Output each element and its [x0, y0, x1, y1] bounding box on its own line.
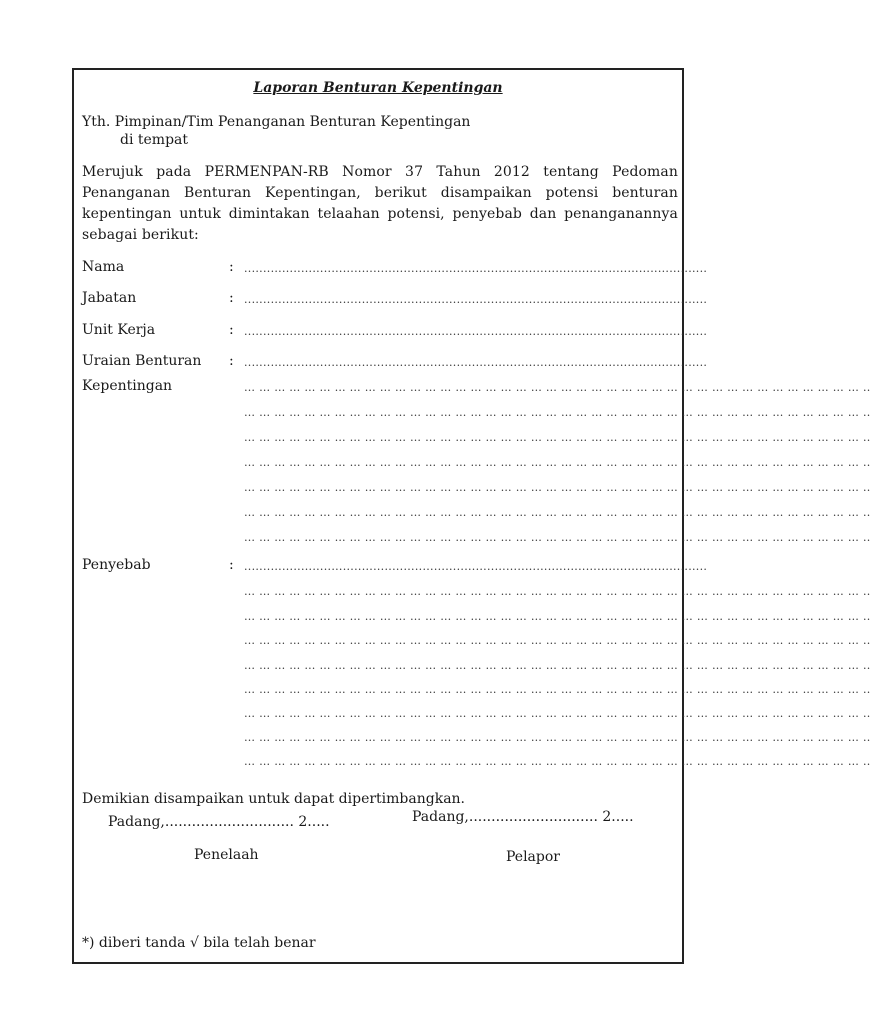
jabatan-field[interactable]: ..........................................................................................................................: [244, 293, 708, 306]
penyebab-field-line[interactable]: … … … … … … … … … … … … … … … … … … … … … … … … … … … … … … … … … … … … … … … … … ..: [244, 585, 871, 598]
unit-kerja-colon: :: [229, 322, 234, 338]
uraian-label-line1: Uraian Benturan: [82, 353, 202, 369]
place-date-right[interactable]: Padang,............................. 2.....: [412, 809, 634, 825]
pelapor-signature-label: Pelapor: [506, 849, 560, 865]
addressee-line: Yth. Pimpinan/Tim Penanganan Benturan Kepentingan: [82, 114, 471, 130]
penyebab-field-line[interactable]: … … … … … … … … … … … … … … … … … … … … … … … … … … … … … … … … … … … … … … … … … ..: [244, 731, 871, 744]
uraian-field-line[interactable]: … … … … … … … … … … … … … … … … … … … … … … … … … … … … … … … … … … … … … … … … … ..: [244, 531, 871, 544]
uraian-field-line[interactable]: … … … … … … … … … … … … … … … … … … … … … … … … … … … … … … … … … … … … … … … … … ..: [244, 381, 871, 394]
uraian-colon: :: [229, 353, 234, 369]
uraian-field-line[interactable]: … … … … … … … … … … … … … … … … … … … … … … … … … … … … … … … … … … … … … … … … … ..: [244, 406, 871, 419]
uraian-field-line[interactable]: … … … … … … … … … … … … … … … … … … … … … … … … … … … … … … … … … … … … … … … … … ..: [244, 456, 871, 469]
penyebab-field-line[interactable]: … … … … … … … … … … … … … … … … … … … … … … … … … … … … … … … … … … … … … … … … … ..: [244, 707, 871, 720]
unit-kerja-label: Unit Kerja: [82, 322, 156, 338]
jabatan-label: Jabatan: [82, 290, 137, 306]
uraian-field-line[interactable]: ..........................................................................................................................: [244, 356, 708, 369]
footnote: *) diberi tanda √ bila telah benar: [82, 935, 316, 951]
uraian-label-line2: Kepentingan: [82, 378, 173, 394]
uraian-field-line[interactable]: … … … … … … … … … … … … … … … … … … … … … … … … … … … … … … … … … … … … … … … … … ..: [244, 481, 871, 494]
penyebab-field-line[interactable]: … … … … … … … … … … … … … … … … … … … … … … … … … … … … … … … … … … … … … … … … … ..: [244, 683, 871, 696]
penyebab-field-line[interactable]: … … … … … … … … … … … … … … … … … … … … … … … … … … … … … … … … … … … … … … … … … ..: [244, 634, 871, 647]
addressee-place: di tempat: [120, 132, 189, 148]
uraian-field-line[interactable]: … … … … … … … … … … … … … … … … … … … … … … … … … … … … … … … … … … … … … … … … … ..: [244, 506, 871, 519]
penyebab-colon: :: [229, 557, 234, 573]
jabatan-colon: :: [229, 290, 234, 306]
nama-label: Nama: [82, 259, 125, 275]
penyebab-field-line[interactable]: … … … … … … … … … … … … … … … … … … … … … … … … … … … … … … … … … … … … … … … … … ..: [244, 755, 871, 768]
penyebab-label: Penyebab: [82, 557, 151, 573]
closing-statement: Demikian disampaikan untuk dapat dipertimbangkan.: [82, 791, 466, 807]
form-title: Laporan Benturan Kepentingan: [253, 80, 503, 96]
unit-kerja-field[interactable]: ..........................................................................................................................: [244, 325, 708, 338]
penyebab-field-line[interactable]: … … … … … … … … … … … … … … … … … … … … … … … … … … … … … … … … … … … … … … … … … ..: [244, 659, 871, 672]
form-frame: [72, 68, 871, 964]
penyebab-field-line[interactable]: ..........................................................................................................................: [244, 560, 708, 573]
penyebab-field-line[interactable]: … … … … … … … … … … … … … … … … … … … … … … … … … … … … … … … … … … … … … … … … … ..: [244, 610, 871, 623]
penelaah-signature-label: Penelaah: [194, 847, 259, 863]
nama-colon: :: [229, 259, 234, 275]
intro-paragraph: Merujuk pada PERMENPAN-RB Nomor 37 Tahun 2012 tentang Pedoman Penanganan Benturan Kepentingan, berikut disampaikan potensi benturan kepentingan untuk dimintakan telaahan potensi, penyebab dan penanganannya sebagai berikut:: [82, 164, 678, 243]
place-date-left[interactable]: Padang,............................. 2.....: [108, 814, 330, 830]
uraian-field-line[interactable]: … … … … … … … … … … … … … … … … … … … … … … … … … … … … … … … … … … … … … … … … … ..: [244, 431, 871, 444]
nama-field[interactable]: ..........................................................................................................................: [244, 262, 708, 275]
